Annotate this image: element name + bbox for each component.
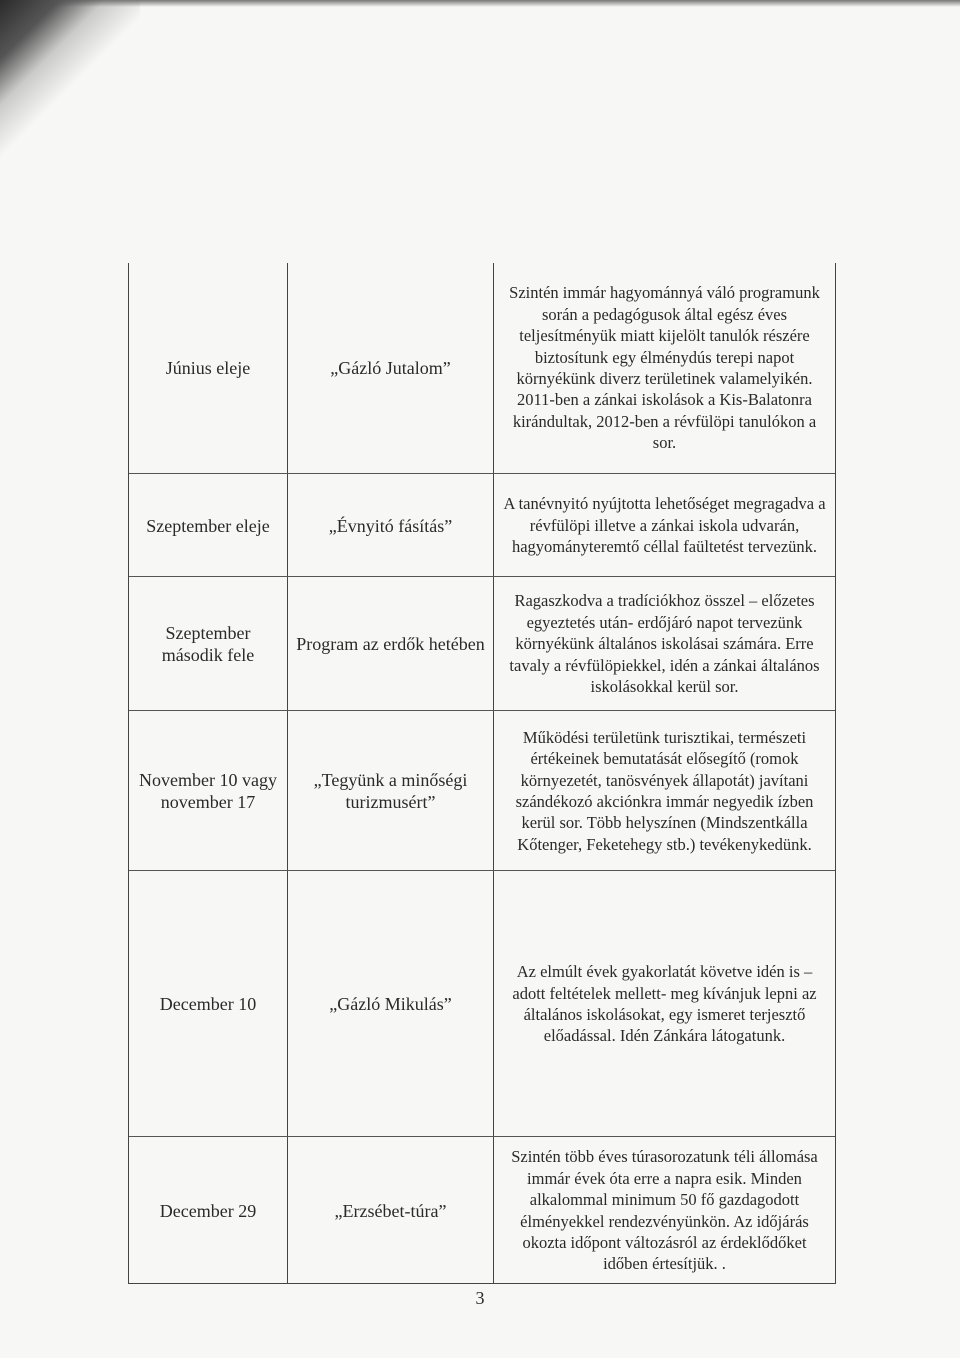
page-top-edge-shadow	[0, 0, 960, 7]
event-description: Működési területünk turisztikai, természeti értékeinek bemutatását elősegítő (romok környezetét, tanösvények állapotát) javítani szándékozó akciónkra immár negyedik ízben kerül sor. Több helyszínen (Mindszentkálla Kőtenger, Feketehegy stb.) tevékenykedünk.	[515, 727, 814, 854]
event-date: Szeptember eleje	[146, 515, 270, 536]
event-description: Az elmúlt évek gyakorlatát követve idén is –adott feltételek mellett- meg kívánjuk lepni az általános iskolásokat, egy ismeret terjesztő előadással. Idén Zánkára látogatunk.	[512, 962, 817, 1046]
event-description: Ragaszkodva a tradíciókhoz összel – előzetes egyeztetés után- erdőjáró napot tervezünk környékünk általános iskolásai számára. Erre tavaly a révfülöpiekkel, idén a zánkai általános iskolásokkal kerül sor.	[509, 591, 820, 697]
events-table	[128, 263, 836, 1284]
page-number: 3	[475, 1288, 485, 1308]
event-date: Június eleje	[165, 358, 251, 378]
event-program: „Gázló Jutalom”	[330, 358, 451, 378]
event-date: November 10 vagy november 17	[139, 770, 277, 812]
scan-corner-shadow	[0, 0, 140, 190]
table-row	[129, 870, 835, 1137]
event-description: Szintén immár hagyománnyá váló programunk során a pedagógusok által egész éves teljesítményük miatt kijelölt tanulók részére biztosítunk egy élménydús terepi napot környékünk diverz területinek valamelyikén. 2011-ben a zánkai iskolások a Kis-Balatonra kirándultak, 2012-ben a révfülöpi tanulókon a sor.	[509, 283, 820, 453]
event-program: „Gázló Mikulás”	[329, 994, 452, 1014]
event-program: „Évnyitó fásítás”	[328, 515, 453, 536]
table-row	[129, 1136, 835, 1284]
event-program: Program az erdők hetében	[296, 634, 485, 654]
event-date: Szeptember második fele	[161, 623, 255, 665]
event-date: December 29	[159, 1200, 257, 1221]
event-description: Szintén több éves túrasorozatunk téli állomása immár évek óta erre a napra esik. Minden alkalommal minimum 50 fő gazdagodott élményekkel rendezvényünkön. Az időjárás okozta időpont változásról az érdeklődőket időben értesítjük. .	[511, 1147, 818, 1274]
event-program: „Tegyünk a minőségi turizmusért”	[313, 770, 468, 812]
table-row	[129, 710, 835, 871]
event-program: „Erzsébet-túra”	[334, 1200, 447, 1221]
table-row	[129, 263, 835, 473]
event-description: A tanévnyitó nyújtotta lehetőséget megragadva a révfülöpi illetve a zánkai iskola udvarán, hagyományteremtő céllal faültetést tervezünk.	[503, 494, 826, 557]
event-date: December 10	[159, 994, 257, 1014]
table-row	[129, 473, 835, 577]
table-row	[129, 576, 835, 711]
